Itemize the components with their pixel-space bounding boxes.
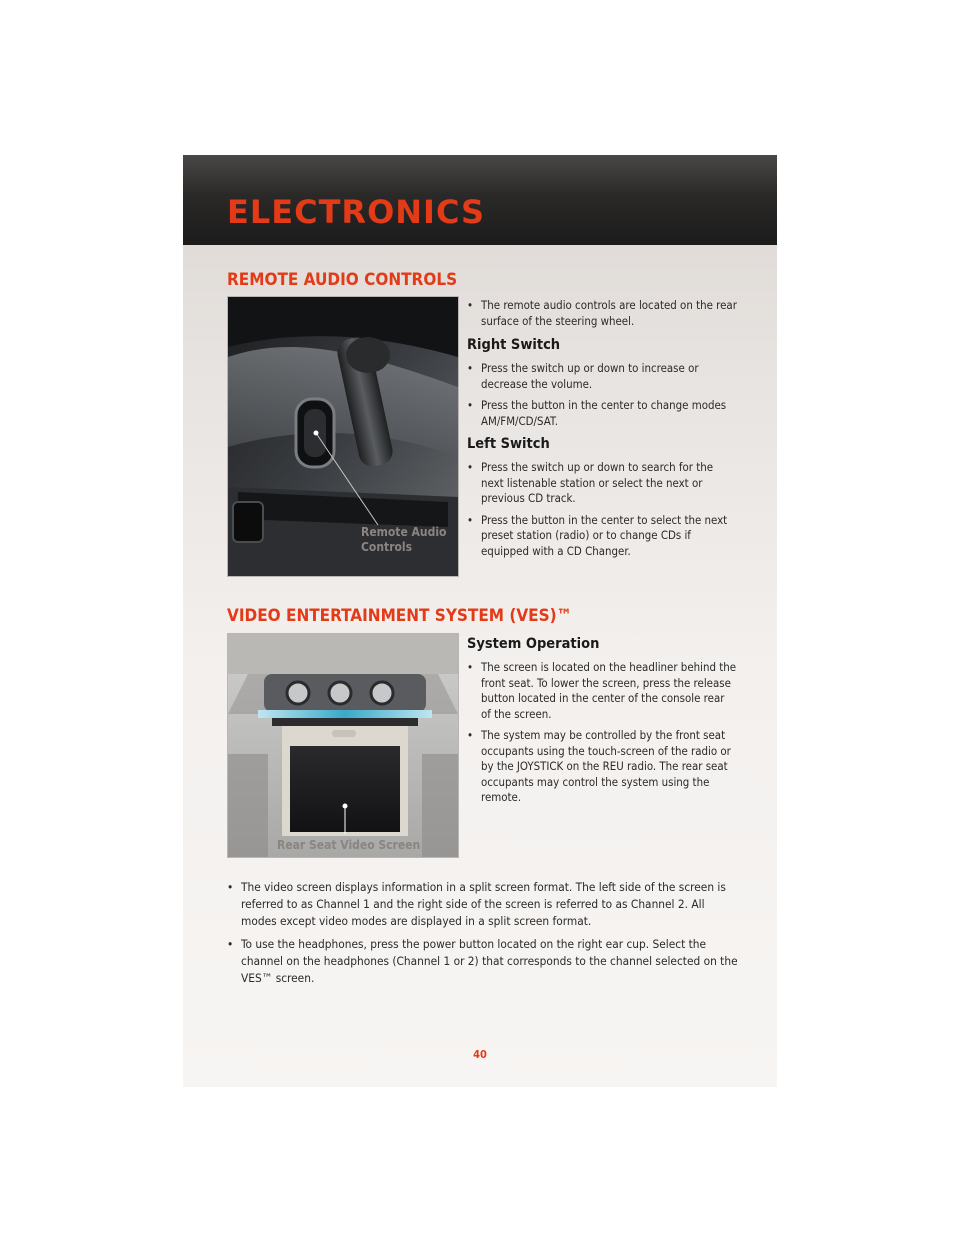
section-header-title: ELECTRONICS bbox=[227, 193, 486, 231]
list-item: • Press the switch up or down to search for the next listenable station or select the next or previous CD track. bbox=[467, 460, 737, 507]
right-switch-heading: Right Switch bbox=[467, 337, 561, 353]
ves-photo-callout: Rear Seat Video Screen bbox=[277, 838, 421, 852]
ves-details-list bbox=[227, 879, 741, 993]
system-operation-list bbox=[467, 660, 737, 812]
manual-page bbox=[183, 155, 777, 1087]
right-switch-list bbox=[467, 361, 737, 435]
remote-audio-intro-list bbox=[467, 298, 737, 335]
remote-audio-photo-callout bbox=[361, 525, 446, 555]
ves-heading: VIDEO ENTERTAINMENT SYSTEM (VES)™ bbox=[227, 606, 572, 626]
list-item: • The screen is located on the headliner behind the front seat. To lower the screen, press the release button located in the center of the console rear of the screen. bbox=[467, 660, 737, 722]
list-item: • To use the headphones, press the power button located on the right ear cup. Select the channel on the headphones (Channel 1 or 2) that corresponds to the channel selected on the VES™ screen. bbox=[227, 936, 741, 987]
section-header-bar bbox=[183, 155, 777, 245]
left-switch-heading: Left Switch bbox=[467, 436, 550, 452]
list-item: • Press the button in the center to change modes AM/FM/CD/SAT. bbox=[467, 398, 737, 429]
left-switch-list bbox=[467, 460, 737, 565]
rear-seat-video-screen-photo bbox=[227, 633, 459, 858]
list-item: • The remote audio controls are located on the rear surface of the steering wheel. bbox=[467, 298, 737, 329]
list-item: • The system may be controlled by the front seat occupants using the touch-screen of the radio or by the JOYSTICK on the REU radio. The rear seat occupants may control the system using the remote. bbox=[467, 728, 737, 806]
list-item: • The video screen displays information in a split screen format. The left side of the screen is referred to as Channel 1 and the right side of the screen is referred to as Channel 2. All modes except video modes are displayed in a split screen format. bbox=[227, 879, 741, 930]
system-operation-heading: System Operation bbox=[467, 636, 600, 652]
list-item: • Press the switch up or down to increase or decrease the volume. bbox=[467, 361, 737, 392]
page-number: 40 bbox=[473, 1048, 487, 1061]
remote-audio-heading: REMOTE AUDIO CONTROLS bbox=[227, 270, 458, 290]
list-item: • Press the button in the center to select the next preset station (radio) or to change CDs if equipped with a CD Changer. bbox=[467, 513, 737, 560]
callout-line: Controls bbox=[361, 540, 413, 554]
callout-line: Remote Audio bbox=[361, 525, 447, 539]
